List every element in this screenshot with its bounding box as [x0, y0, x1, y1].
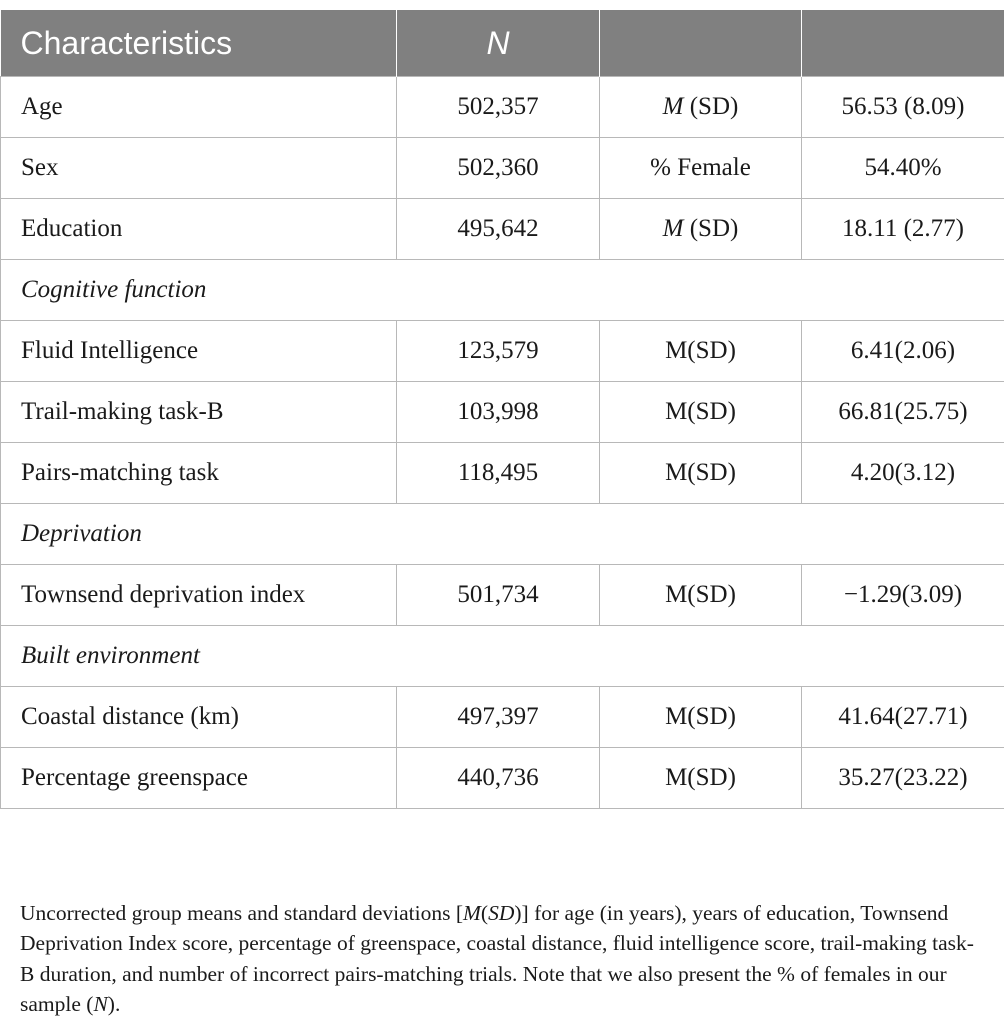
row-n: 502,357	[397, 77, 600, 138]
row-stat: % Female	[600, 138, 802, 199]
table-row	[1, 199, 1004, 260]
section-row	[1, 260, 1004, 321]
section-title: Deprivation	[1, 504, 1004, 565]
table-caption: Uncorrected group means and standard deviations [M(SD)] for age (in years), years of education, Townsend Deprivation Index score, percentage of greenspace, coastal distance, fluid intelligence score, trail-making task-B duration, and number of incorrect pairs-matching trials. Note that we also present the % of females in our sample (N).	[20, 900, 974, 1016]
row-stat: M (SD)	[600, 199, 802, 260]
header-stat	[600, 10, 802, 77]
table-header-row	[1, 10, 1004, 77]
header-n: N	[397, 10, 600, 77]
row-n: 495,642	[397, 199, 600, 260]
row-stat: M(SD)	[600, 443, 802, 504]
row-n: 440,736	[397, 748, 600, 809]
section-row	[1, 504, 1004, 565]
row-n: 103,998	[397, 382, 600, 443]
row-label: Coastal distance (km)	[1, 687, 397, 748]
section-row	[1, 626, 1004, 687]
table-row	[1, 138, 1004, 199]
header-value	[802, 10, 1004, 77]
row-value: 56.53 (8.09)	[802, 77, 1004, 138]
row-label: Sex	[1, 138, 397, 199]
row-n: 118,495	[397, 443, 600, 504]
row-value: 54.40%	[802, 138, 1004, 199]
table-row	[1, 443, 1004, 504]
row-stat: M(SD)	[600, 748, 802, 809]
row-label: Age	[1, 77, 397, 138]
characteristics-table	[0, 10, 1004, 809]
row-stat: M (SD)	[600, 77, 802, 138]
row-label: Fluid Intelligence	[1, 321, 397, 382]
row-label: Percentage greenspace	[1, 748, 397, 809]
table-row	[1, 77, 1004, 138]
row-n: 502,360	[397, 138, 600, 199]
header-characteristics: Characteristics	[1, 10, 397, 77]
row-label: Trail-making task-B	[1, 382, 397, 443]
row-label: Pairs-matching task	[1, 443, 397, 504]
row-stat: M(SD)	[600, 565, 802, 626]
section-title: Cognitive function	[1, 260, 1004, 321]
row-stat: M(SD)	[600, 382, 802, 443]
row-stat: M(SD)	[600, 321, 802, 382]
row-value: 41.64(27.71)	[802, 687, 1004, 748]
row-value: 4.20(3.12)	[802, 443, 1004, 504]
table-row	[1, 382, 1004, 443]
row-value: 18.11 (2.77)	[802, 199, 1004, 260]
row-n: 497,397	[397, 687, 600, 748]
section-title: Built environment	[1, 626, 1004, 687]
table-row	[1, 748, 1004, 809]
row-n: 501,734	[397, 565, 600, 626]
row-label: Education	[1, 199, 397, 260]
table-row	[1, 565, 1004, 626]
table-row	[1, 321, 1004, 382]
row-label: Townsend deprivation index	[1, 565, 397, 626]
row-value: 35.27(23.22)	[802, 748, 1004, 809]
row-stat: M(SD)	[600, 687, 802, 748]
row-value: −1.29(3.09)	[802, 565, 1004, 626]
row-n: 123,579	[397, 321, 600, 382]
row-value: 6.41(2.06)	[802, 321, 1004, 382]
table-row	[1, 687, 1004, 748]
row-value: 66.81(25.75)	[802, 382, 1004, 443]
